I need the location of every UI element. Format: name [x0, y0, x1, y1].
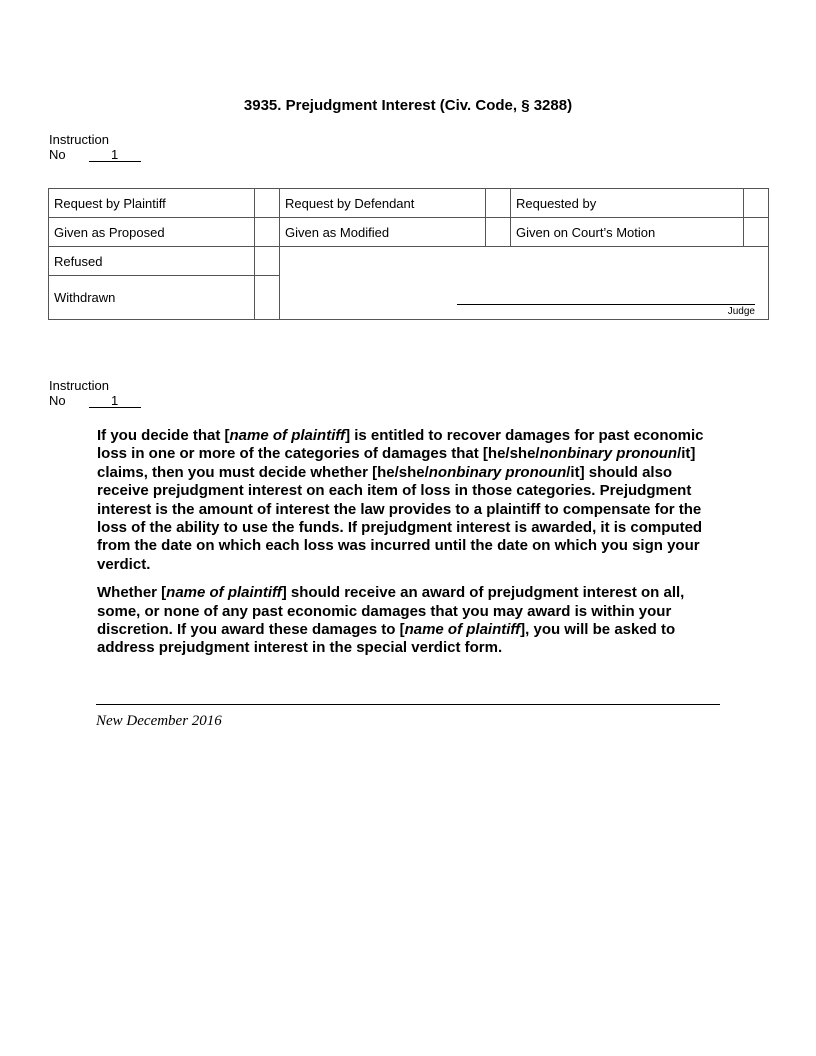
withdrawn-label: Withdrawn: [49, 276, 255, 320]
paragraph-text: /it] claims, then you must decide whether [he/she/: [97, 445, 696, 481]
paragraph-text: /it] should also receive prejudgment interest on each item of loss in those categories. Prejudgment interest is the amount of interest the law provides to a plaintiff to compensate for the loss of the ability to use the funds. If prejudgment interest is awarded, it is computed from the date on which each loss was incurred until the date on which you sign your verdict.: [97, 463, 703, 573]
judge-label: Judge: [727, 306, 755, 317]
request-by-defendant-checkbox[interactable]: [486, 189, 511, 218]
instruction-block-top: [49, 132, 141, 162]
instruction-number-field[interactable]: 1: [89, 148, 141, 162]
given-on-courts-motion-label: Given on Court’s Motion: [511, 218, 744, 247]
refused-checkbox[interactable]: [255, 247, 280, 276]
instruction-label: Instruction: [49, 132, 109, 147]
no-label: No: [49, 393, 66, 408]
paragraph-text: ] is entitled to recover damages for past economic loss in one or more of the categories of damages that [he/she/: [97, 427, 704, 463]
judge-signature-cell: [280, 247, 769, 320]
placeholder-text: nonbinary pronoun: [539, 445, 678, 463]
placeholder-text: name of plaintiff: [166, 584, 282, 602]
instruction-paragraph-1: [97, 427, 722, 574]
no-label: No: [49, 147, 66, 162]
divider: [96, 704, 720, 705]
request-by-defendant-label: Request by Defendant: [280, 189, 486, 218]
given-on-courts-motion-checkbox[interactable]: [744, 218, 769, 247]
refused-label: Refused: [49, 247, 255, 276]
paragraph-text: If you decide that [: [97, 427, 230, 444]
history-note: New December 2016: [96, 713, 222, 729]
paragraph-text: ], you will be asked to address prejudgment interest in the special verdict form.: [97, 621, 676, 657]
instruction-label: Instruction: [49, 378, 109, 393]
request-by-plaintiff-checkbox[interactable]: [255, 189, 280, 218]
given-as-proposed-checkbox[interactable]: [255, 218, 280, 247]
placeholder-text: name of plaintiff: [404, 621, 521, 639]
requested-by-checkbox[interactable]: [744, 189, 769, 218]
paragraph-text: Whether [: [97, 584, 167, 602]
instruction-text: [97, 427, 722, 668]
page-title: 3935. Prejudgment Interest (Civ. Code, § 3288): [243, 97, 573, 114]
given-as-modified-label: Given as Modified: [280, 218, 486, 247]
placeholder-text: name of plaintiff: [229, 427, 346, 444]
instruction-paragraph-2: [97, 584, 722, 658]
instruction-block-bottom: [49, 378, 141, 408]
instruction-number-field[interactable]: 1: [89, 394, 141, 408]
given-as-modified-checkbox[interactable]: [486, 218, 511, 247]
paragraph-text: ] should receive an award of prejudgment interest on all, some, or none of any past economic damages that you may award is within your discretion. If you award these damages to [: [97, 584, 685, 639]
judge-signature-line[interactable]: [457, 304, 755, 305]
request-disposition-table: [48, 188, 769, 320]
request-by-plaintiff-label: Request by Plaintiff: [49, 189, 255, 218]
requested-by-label: Requested by: [511, 189, 744, 218]
given-as-proposed-label: Given as Proposed: [49, 218, 255, 247]
withdrawn-checkbox[interactable]: [255, 276, 280, 320]
placeholder-text: nonbinary pronoun: [428, 463, 567, 481]
